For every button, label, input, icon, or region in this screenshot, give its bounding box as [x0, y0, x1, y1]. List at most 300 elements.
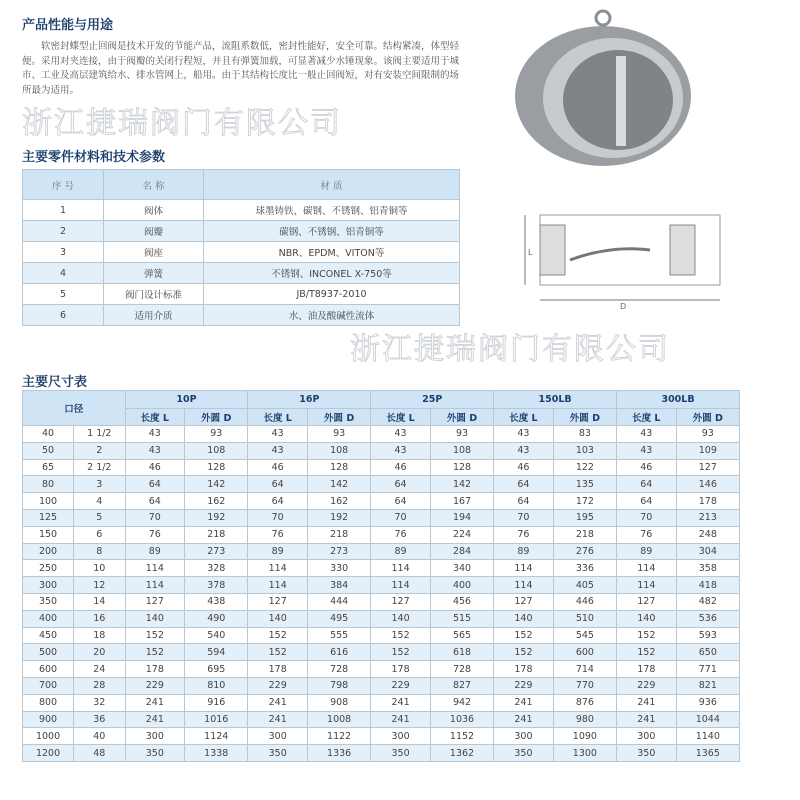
pressure-class-header: 16P: [248, 391, 371, 409]
table-cell: 980: [553, 711, 616, 728]
table-cell: 108: [185, 442, 248, 459]
table-cell: 300: [248, 728, 308, 745]
table-cell: 450: [23, 627, 74, 644]
table-cell: 6: [74, 526, 125, 543]
table-cell: 46: [617, 459, 677, 476]
table-cell: 300: [494, 728, 554, 745]
table-row: [23, 305, 460, 326]
table-cell: 4: [23, 263, 104, 284]
table-cell: 114: [371, 577, 431, 594]
materials-table: [22, 169, 460, 326]
table-cell: 36: [74, 711, 125, 728]
table-cell: 495: [307, 610, 370, 627]
length-header: 长度 L: [371, 408, 431, 426]
table-cell: 65: [23, 459, 74, 476]
table-cell: 195: [553, 509, 616, 526]
table-cell: 64: [248, 476, 308, 493]
table-cell: 89: [248, 543, 308, 560]
table-cell: 172: [553, 493, 616, 510]
table-cell: 28: [74, 677, 125, 694]
table-cell: 241: [125, 711, 185, 728]
table-cell: 218: [307, 526, 370, 543]
table-cell: 218: [553, 526, 616, 543]
diameter-header: 外圆 D: [676, 408, 739, 426]
table-cell: 8: [74, 543, 125, 560]
table-cell: 43: [125, 442, 185, 459]
table-cell: 300: [617, 728, 677, 745]
table-cell: 1000: [23, 728, 74, 745]
pressure-class-header: 10P: [125, 391, 248, 409]
length-header: 长度 L: [494, 408, 554, 426]
table-cell: 456: [430, 593, 493, 610]
header-name: 名 称: [104, 170, 204, 200]
table-cell: 1: [23, 200, 104, 221]
table-cell: 241: [617, 711, 677, 728]
table-cell: 5: [74, 509, 125, 526]
table-cell: 140: [248, 610, 308, 627]
table-cell: 40: [23, 426, 74, 443]
table-cell: 771: [676, 661, 739, 678]
table-cell: 650: [676, 644, 739, 661]
table-cell: 540: [185, 627, 248, 644]
table-cell: 2 1/2: [74, 459, 125, 476]
table-cell: 178: [494, 661, 554, 678]
table-cell: 350: [371, 745, 431, 762]
table-row: [23, 694, 740, 711]
table-cell: 178: [248, 661, 308, 678]
table-cell: 2: [23, 221, 104, 242]
diagram-label-l: L: [528, 248, 533, 257]
table-cell: 350: [125, 745, 185, 762]
table-cell: 128: [307, 459, 370, 476]
table-cell: 300: [125, 728, 185, 745]
table-cell: 192: [185, 509, 248, 526]
table-cell: 阀座: [104, 242, 204, 263]
table-cell: 43: [494, 426, 554, 443]
table-cell: 100: [23, 493, 74, 510]
table-cell: 241: [494, 711, 554, 728]
table-cell: 76: [248, 526, 308, 543]
table-cell: 714: [553, 661, 616, 678]
table-cell: 128: [430, 459, 493, 476]
table-cell: 140: [494, 610, 554, 627]
table-cell: 114: [371, 560, 431, 577]
table-cell: 43: [494, 442, 554, 459]
table-cell: 93: [430, 426, 493, 443]
table-cell: 200: [23, 543, 74, 560]
valve-cross-section-diagram: [510, 205, 725, 315]
table-cell: 142: [185, 476, 248, 493]
table-cell: 109: [676, 442, 739, 459]
table-row: [23, 526, 740, 543]
table-cell: 18: [74, 627, 125, 644]
section-title-performance: 产品性能与用途: [22, 18, 114, 33]
table-cell: 1 1/2: [74, 426, 125, 443]
table-cell: 1365: [676, 745, 739, 762]
table-cell: 798: [307, 677, 370, 694]
table-cell: 152: [617, 644, 677, 661]
table-cell: 32: [74, 694, 125, 711]
length-header: 长度 L: [617, 408, 677, 426]
table-cell: 14: [74, 593, 125, 610]
table-cell: 908: [307, 694, 370, 711]
table-cell: 43: [125, 426, 185, 443]
table-cell: 43: [617, 442, 677, 459]
table-cell: 1362: [430, 745, 493, 762]
table-cell: 76: [125, 526, 185, 543]
table-cell: 76: [494, 526, 554, 543]
table-cell: 229: [494, 677, 554, 694]
table-cell: 127: [371, 593, 431, 610]
table-cell: 241: [617, 694, 677, 711]
table-row: [23, 577, 740, 594]
table-cell: 70: [248, 509, 308, 526]
table-cell: 229: [248, 677, 308, 694]
table-cell: 阀瓣: [104, 221, 204, 242]
table-cell: 810: [185, 677, 248, 694]
table-row: [23, 610, 740, 627]
table-cell: 304: [676, 543, 739, 560]
table-cell: 152: [371, 627, 431, 644]
table-cell: 20: [74, 644, 125, 661]
table-cell: 770: [553, 677, 616, 694]
valve-photo: [478, 8, 728, 168]
table-cell: 916: [185, 694, 248, 711]
table-cell: 阀门设计标准: [104, 284, 204, 305]
table-cell: 114: [125, 560, 185, 577]
table-cell: 224: [430, 526, 493, 543]
table-cell: 152: [371, 644, 431, 661]
table-cell: 114: [617, 560, 677, 577]
table-cell: 球墨铸铁、碳钢、不锈钢、铝青铜等: [204, 200, 460, 221]
table-cell: 76: [617, 526, 677, 543]
table-cell: 64: [125, 476, 185, 493]
pressure-class-header: 150LB: [494, 391, 617, 409]
table-cell: 43: [248, 442, 308, 459]
table-cell: 3: [23, 242, 104, 263]
table-cell: 93: [307, 426, 370, 443]
table-cell: 162: [185, 493, 248, 510]
table-cell: 1124: [185, 728, 248, 745]
table-cell: 555: [307, 627, 370, 644]
table-row: [23, 200, 460, 221]
section-title-materials: 主要零件材料和技术参数: [22, 150, 166, 165]
table-row: [23, 493, 740, 510]
watermark: 浙江捷瑞阀门有限公司: [22, 106, 342, 141]
table-cell: 695: [185, 661, 248, 678]
diameter-header: 外圆 D: [185, 408, 248, 426]
table-cell: 46: [248, 459, 308, 476]
table-row: [23, 459, 740, 476]
table-cell: 103: [553, 442, 616, 459]
table-cell: 565: [430, 627, 493, 644]
table-cell: 127: [248, 593, 308, 610]
table-row: [23, 711, 740, 728]
table-row: [23, 593, 740, 610]
table-cell: 178: [371, 661, 431, 678]
table-cell: 378: [185, 577, 248, 594]
table-cell: 122: [553, 459, 616, 476]
table-cell: 128: [185, 459, 248, 476]
section-title-dimensions: 主要尺寸表: [22, 375, 88, 390]
table-cell: 64: [494, 493, 554, 510]
table-cell: 89: [617, 543, 677, 560]
watermark: 浙江捷瑞阀门有限公司: [350, 332, 670, 367]
table-row: [23, 661, 740, 678]
table-cell: 140: [371, 610, 431, 627]
table-row: [23, 644, 740, 661]
table-cell: 167: [430, 493, 493, 510]
table-cell: 900: [23, 711, 74, 728]
table-cell: 152: [617, 627, 677, 644]
table-cell: 446: [553, 593, 616, 610]
table-cell: 276: [553, 543, 616, 560]
table-cell: 340: [430, 560, 493, 577]
table-cell: 821: [676, 677, 739, 694]
table-cell: 510: [553, 610, 616, 627]
table-cell: 241: [371, 711, 431, 728]
table-cell: 152: [125, 644, 185, 661]
table-cell: 1140: [676, 728, 739, 745]
table-cell: 1090: [553, 728, 616, 745]
table-row: [23, 745, 740, 762]
table-cell: 218: [185, 526, 248, 543]
table-cell: 178: [125, 661, 185, 678]
table-cell: 1336: [307, 745, 370, 762]
table-cell: 178: [617, 661, 677, 678]
table-cell: 300: [371, 728, 431, 745]
table-cell: 114: [248, 577, 308, 594]
table-cell: 500: [23, 644, 74, 661]
table-cell: 616: [307, 644, 370, 661]
table-cell: 194: [430, 509, 493, 526]
table-cell: 114: [248, 560, 308, 577]
table-cell: 1036: [430, 711, 493, 728]
table-cell: 40: [74, 728, 125, 745]
header-no: 序 号: [23, 170, 104, 200]
table-cell: 229: [125, 677, 185, 694]
table-cell: 728: [307, 661, 370, 678]
table-cell: 89: [371, 543, 431, 560]
table-cell: 64: [494, 476, 554, 493]
table-cell: 48: [74, 745, 125, 762]
table-cell: 241: [125, 694, 185, 711]
table-cell: 942: [430, 694, 493, 711]
table-row: [23, 627, 740, 644]
table-cell: 594: [185, 644, 248, 661]
table-cell: 碳钢、不锈钢、铝青铜等: [204, 221, 460, 242]
table-cell: 93: [676, 426, 739, 443]
length-header: 长度 L: [125, 408, 185, 426]
table-cell: NBR、EPDM、VITON等: [204, 242, 460, 263]
table-cell: 89: [494, 543, 554, 560]
table-row: [23, 221, 460, 242]
table-cell: 142: [430, 476, 493, 493]
table-cell: 384: [307, 577, 370, 594]
table-cell: 64: [248, 493, 308, 510]
table-cell: 127: [676, 459, 739, 476]
table-cell: 1122: [307, 728, 370, 745]
diameter-header: 外圆 D: [553, 408, 616, 426]
table-cell: 50: [23, 442, 74, 459]
dimensions-table: [22, 390, 740, 762]
table-cell: 229: [371, 677, 431, 694]
table-cell: 350: [494, 745, 554, 762]
table-cell: 515: [430, 610, 493, 627]
table-cell: 1152: [430, 728, 493, 745]
diameter-header: 外圆 D: [307, 408, 370, 426]
table-cell: 490: [185, 610, 248, 627]
table-cell: 127: [494, 593, 554, 610]
table-cell: 89: [125, 543, 185, 560]
table-cell: 适用介质: [104, 305, 204, 326]
table-cell: 43: [248, 426, 308, 443]
table-cell: 400: [23, 610, 74, 627]
table-cell: 5: [23, 284, 104, 305]
table-row: [23, 728, 740, 745]
diameter-header: 外圆 D: [430, 408, 493, 426]
table-row: [23, 442, 740, 459]
table-cell: 64: [617, 493, 677, 510]
table-cell: 936: [676, 694, 739, 711]
table-row: [23, 677, 740, 694]
table-cell: 140: [125, 610, 185, 627]
table-cell: 336: [553, 560, 616, 577]
table-cell: 108: [430, 442, 493, 459]
table-cell: 328: [185, 560, 248, 577]
table-cell: 250: [23, 560, 74, 577]
table-row: [23, 242, 460, 263]
table-cell: 444: [307, 593, 370, 610]
table-cell: 350: [23, 593, 74, 610]
table-cell: 阀体: [104, 200, 204, 221]
table-cell: 146: [676, 476, 739, 493]
table-cell: 350: [617, 745, 677, 762]
table-row: [23, 263, 460, 284]
table-cell: 135: [553, 476, 616, 493]
table-cell: 600: [553, 644, 616, 661]
table-cell: 114: [494, 577, 554, 594]
table-cell: 1044: [676, 711, 739, 728]
table-cell: 162: [307, 493, 370, 510]
table-cell: 728: [430, 661, 493, 678]
table-cell: 241: [248, 694, 308, 711]
table-cell: 876: [553, 694, 616, 711]
table-cell: 46: [371, 459, 431, 476]
table-cell: 127: [617, 593, 677, 610]
table-cell: 2: [74, 442, 125, 459]
table-cell: 152: [494, 644, 554, 661]
table-cell: 43: [371, 426, 431, 443]
table-cell: 12: [74, 577, 125, 594]
table-cell: 64: [371, 476, 431, 493]
table-cell: 152: [494, 627, 554, 644]
table-cell: 64: [617, 476, 677, 493]
table-cell: 1200: [23, 745, 74, 762]
table-cell: 83: [553, 426, 616, 443]
table-cell: 1016: [185, 711, 248, 728]
table-cell: 1300: [553, 745, 616, 762]
table-cell: 152: [125, 627, 185, 644]
table-cell: 水、油及酸碱性流体: [204, 305, 460, 326]
table-cell: 418: [676, 577, 739, 594]
table-cell: 400: [430, 577, 493, 594]
table-cell: 536: [676, 610, 739, 627]
table-cell: 108: [307, 442, 370, 459]
table-cell: 46: [125, 459, 185, 476]
table-cell: 70: [494, 509, 554, 526]
table-cell: 178: [676, 493, 739, 510]
table-cell: 4: [74, 493, 125, 510]
table-cell: 43: [371, 442, 431, 459]
table-row: [23, 509, 740, 526]
table-cell: 弹簧: [104, 263, 204, 284]
table-cell: 46: [494, 459, 554, 476]
table-cell: 76: [371, 526, 431, 543]
table-cell: 593: [676, 627, 739, 644]
table-cell: 241: [371, 694, 431, 711]
table-cell: 1008: [307, 711, 370, 728]
pressure-class-header: 25P: [371, 391, 494, 409]
table-row: [23, 426, 740, 443]
table-cell: 330: [307, 560, 370, 577]
table-cell: 700: [23, 677, 74, 694]
table-cell: 127: [125, 593, 185, 610]
header-caliber: 口径: [23, 391, 126, 426]
pressure-class-header: 300LB: [617, 391, 740, 409]
table-cell: 273: [185, 543, 248, 560]
table-cell: 93: [185, 426, 248, 443]
header-material: 材 质: [204, 170, 460, 200]
table-cell: 125: [23, 509, 74, 526]
length-header: 长度 L: [248, 408, 308, 426]
table-cell: 284: [430, 543, 493, 560]
table-row: [23, 560, 740, 577]
table-cell: 438: [185, 593, 248, 610]
table-cell: 800: [23, 694, 74, 711]
table-row: [23, 543, 740, 560]
table-cell: 10: [74, 560, 125, 577]
table-cell: 152: [248, 627, 308, 644]
table-cell: 350: [248, 745, 308, 762]
table-cell: 6: [23, 305, 104, 326]
table-cell: 不锈钢、INCONEL X-750等: [204, 263, 460, 284]
table-cell: 358: [676, 560, 739, 577]
table-cell: 152: [248, 644, 308, 661]
table-cell: 213: [676, 509, 739, 526]
table-cell: JB/T8937-2010: [204, 284, 460, 305]
table-cell: 545: [553, 627, 616, 644]
table-cell: 142: [307, 476, 370, 493]
table-cell: 618: [430, 644, 493, 661]
table-cell: 70: [617, 509, 677, 526]
product-description: 软密封蝶型止回阀是技术开发的节能产品，流阻系数低，密封性能好，安全可靠。结构紧凑，体型轻便。采用对夹连接，由于阀瓣的关闭行程短，并且有弹簧加载，可显著减少水锤现象。该阀主要适用于城市、工业及高层建筑给水、排水管网上，船用。由于其结构长度比一般止回阀短，对有安装空间限制的场所最为适用。: [22, 41, 460, 96]
table-cell: 43: [617, 426, 677, 443]
table-cell: 300: [23, 577, 74, 594]
table-row: [23, 284, 460, 305]
table-cell: 229: [617, 677, 677, 694]
diagram-label-d: D: [620, 302, 627, 311]
table-row: [23, 476, 740, 493]
table-cell: 827: [430, 677, 493, 694]
table-cell: 248: [676, 526, 739, 543]
table-cell: 114: [617, 577, 677, 594]
table-cell: 70: [371, 509, 431, 526]
table-cell: 600: [23, 661, 74, 678]
table-cell: 273: [307, 543, 370, 560]
table-cell: 114: [494, 560, 554, 577]
table-cell: 140: [617, 610, 677, 627]
